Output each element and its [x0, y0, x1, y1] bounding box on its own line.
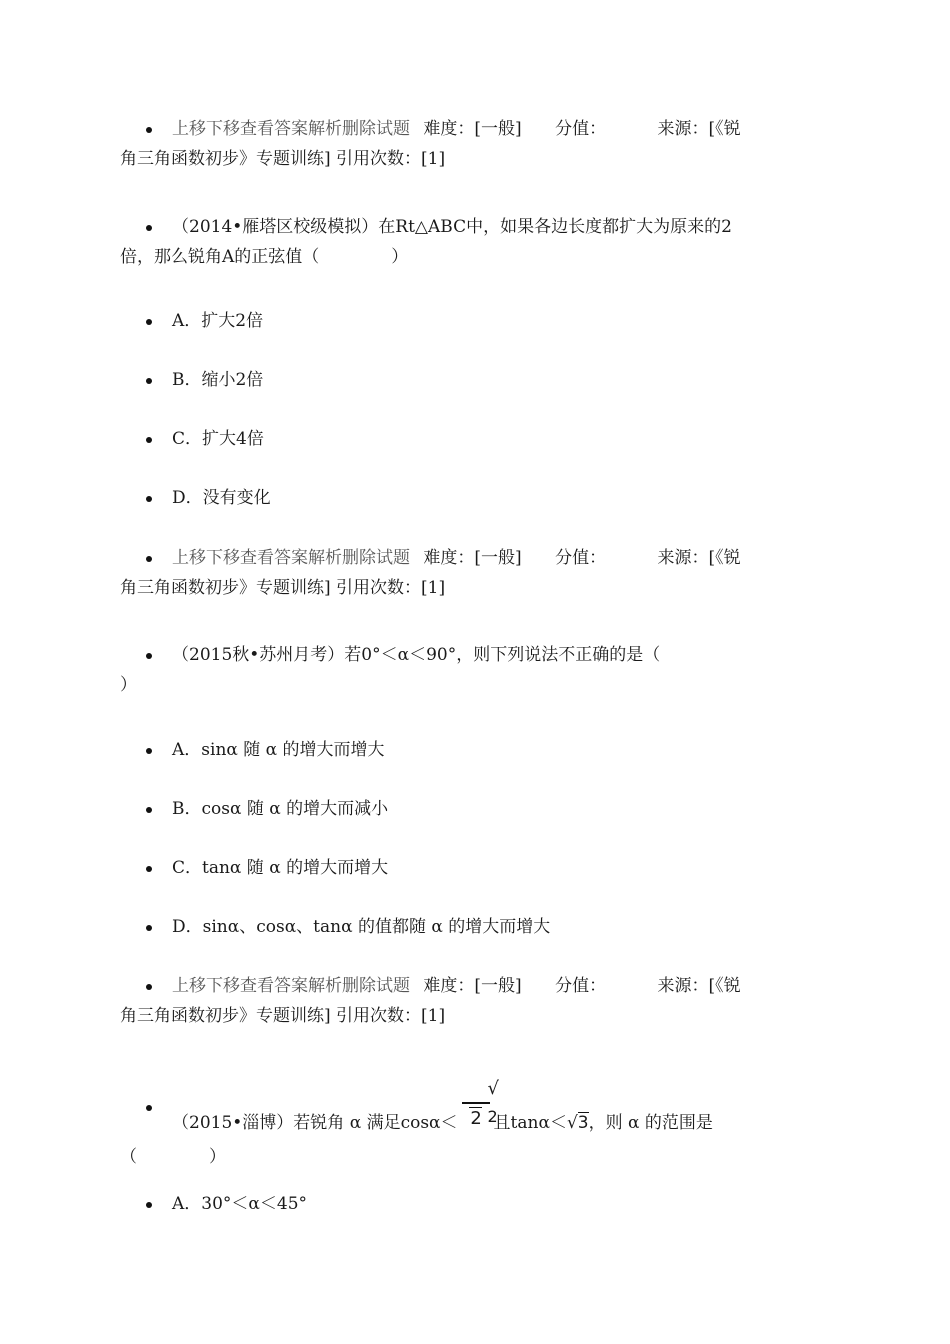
option-c[interactable]	[146, 424, 806, 454]
question-stem-close: ）	[120, 675, 137, 695]
difficulty-label: 难度：[一般]	[423, 119, 522, 139]
bullet	[146, 127, 152, 133]
question-actions[interactable]: 上移下移查看答案解析删除试题	[172, 976, 410, 996]
question-stem-cont: 倍，那么锐角A的正弦值（	[120, 247, 320, 267]
source-label-cont: 角三角函数初步》专题训练] 引用次数：[1]	[120, 149, 446, 169]
source-label: 来源：[《锐	[657, 548, 741, 568]
score-label: 分值：	[555, 119, 607, 139]
question-stem-mid: 且tanα＜	[493, 1113, 567, 1133]
question-meta-3	[120, 971, 806, 1031]
option-label: B．cosα 随 α 的增大而减小	[172, 799, 389, 819]
option-d[interactable]	[146, 483, 806, 513]
question-stem: （2015•淄博）若锐角 α 满足cosα＜	[172, 1113, 458, 1133]
option-d[interactable]	[146, 912, 806, 942]
question-stem-close: ）	[391, 247, 409, 267]
bullet	[146, 925, 152, 931]
difficulty-label: 难度：[一般]	[423, 976, 522, 996]
option-b[interactable]	[146, 365, 806, 395]
option-label: A．sinα 随 α 的增大而增大	[172, 740, 385, 760]
option-label: A．30°＜α＜45°	[172, 1194, 308, 1214]
question-1	[120, 212, 806, 272]
source-label-cont: 角三角函数初步》专题训练] 引用次数：[1]	[120, 578, 446, 598]
option-b[interactable]	[146, 794, 806, 824]
question-3	[120, 1078, 806, 1172]
option-label: D．没有变化	[172, 488, 271, 508]
sqrt-3: √3	[566, 1113, 589, 1133]
bullet	[146, 319, 152, 325]
question-actions[interactable]: 上移下移查看答案解析删除试题	[172, 119, 410, 139]
option-a[interactable]	[146, 306, 806, 336]
question-meta-1	[120, 114, 806, 174]
option-label: C．tanα 随 α 的增大而增大	[172, 858, 389, 878]
bullet	[146, 748, 152, 754]
bullet	[146, 807, 152, 813]
bullet	[146, 653, 152, 659]
question-2	[120, 640, 806, 700]
question-stem-open: （	[120, 1147, 137, 1167]
option-a[interactable]	[146, 1189, 806, 1219]
question-stem-close: ）	[209, 1147, 226, 1167]
source-label: 来源：[《锐	[657, 976, 741, 996]
question-meta-2	[120, 543, 806, 603]
question-stem-post: ，则 α 的范围是	[588, 1113, 713, 1133]
source-label: 来源：[《锐	[657, 119, 741, 139]
option-label: B．缩小2倍	[172, 370, 264, 390]
fraction-sqrt2-over-2: √2 2	[462, 1092, 490, 1142]
difficulty-label: 难度：[一般]	[423, 548, 522, 568]
source-label-cont: 角三角函数初步》专题训练] 引用次数：[1]	[120, 1006, 446, 1026]
question-stem: （2015秋•苏州月考）若0°＜α＜90°，则下列说法不正确的是（	[172, 645, 661, 665]
option-label: D．sinα、cosα、tanα 的值都随 α 的增大而增大	[172, 917, 551, 937]
option-a[interactable]	[146, 735, 806, 765]
option-c[interactable]	[146, 853, 806, 883]
bullet	[146, 984, 152, 990]
bullet	[146, 225, 152, 231]
option-label: C．扩大4倍	[172, 429, 264, 449]
bullet	[146, 1105, 152, 1111]
bullet	[146, 496, 152, 502]
score-label: 分值：	[555, 976, 607, 996]
bullet	[146, 1202, 152, 1208]
score-label: 分值：	[555, 548, 607, 568]
option-label: A．扩大2倍	[172, 311, 264, 331]
question-actions[interactable]: 上移下移查看答案解析删除试题	[172, 548, 410, 568]
question-stem: （2014•雁塔区校级模拟）在Rt△ABC中，如果各边长度都扩大为原来的2	[172, 217, 732, 237]
bullet	[146, 866, 152, 872]
bullet	[146, 378, 152, 384]
bullet	[146, 437, 152, 443]
bullet	[146, 556, 152, 562]
